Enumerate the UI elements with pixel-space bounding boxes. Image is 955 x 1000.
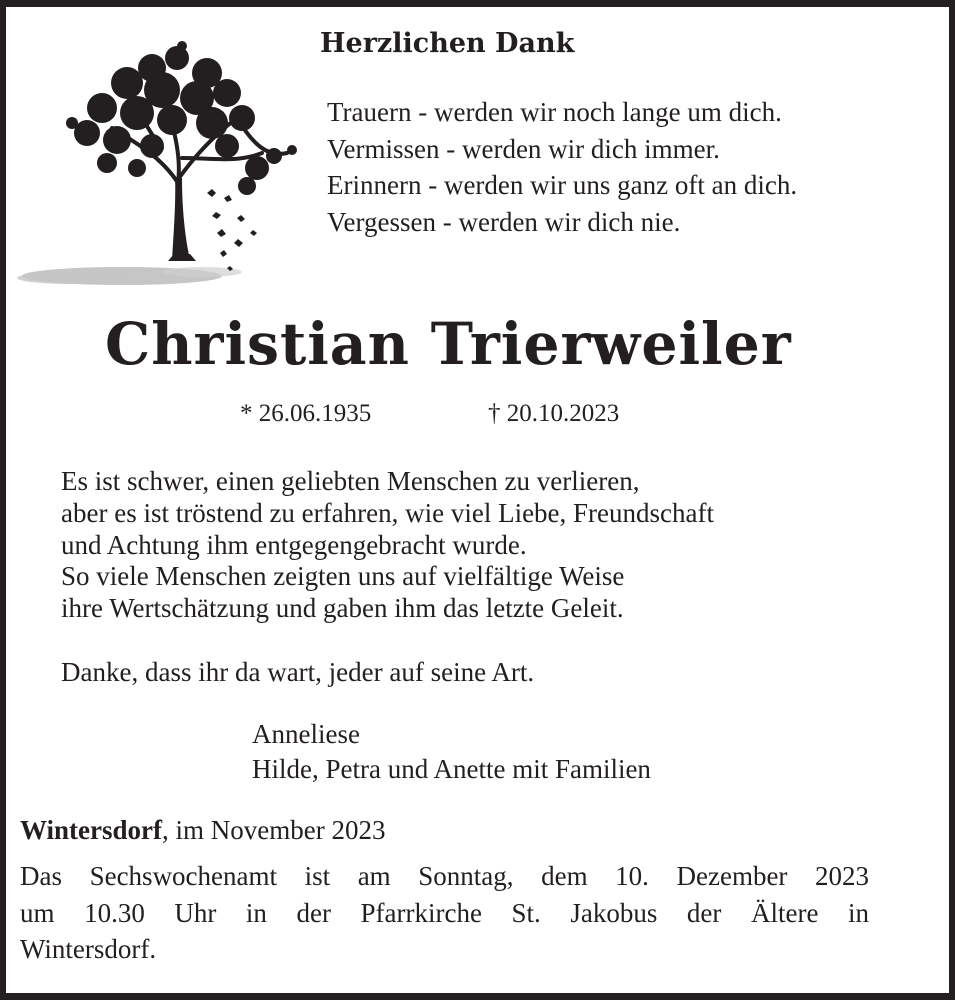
message-line: aber es ist tröstend zu erfahren, wie viel Liebe, Freundschaft [61,497,714,528]
deceased-name: Christian Trierweiler [105,310,792,378]
signer: Anneliese [252,719,360,749]
notice-line: Wintersdorf. [20,934,157,964]
poem-line: Erinnern - werden wir uns ganz oft an dich. [327,170,798,200]
message [61,466,714,625]
poem-line: Vermissen - werden wir dich immer. [327,133,720,164]
notice-line: um 10.30 Uhr in der Pfarrkirche St. Jakobus der Ältere in [20,897,869,928]
death-date: † 20.10.2023 [488,400,620,427]
thanks-line: Danke, dass ihr da wart, jeder auf seine Art. [61,657,535,687]
signer: Hilde, Petra und Anette mit Familien [252,754,651,784]
notice-line: Das Sechswochenamt ist am Sonntag, dem 10. Dezember 2023 [20,861,869,891]
message-line: und Achtung ihm entgegengebracht wurde. [61,529,527,560]
place-town: Wintersdorf [20,815,162,845]
place-and-date [20,815,385,846]
poem [327,94,797,240]
message-line: Es ist schwer, einen geliebten Menschen zu verlieren, [61,466,640,496]
place-date: , im November 2023 [162,815,386,845]
poem-line: Vergessen - werden wir dich nie. [327,206,681,237]
poem-line: Trauern - werden wir noch lange um dich. [327,97,782,127]
signers [252,717,651,787]
tree-with-falling-leaves-icon [12,28,302,294]
heading: Herzlichen Dank [320,28,575,59]
birth-date: * 26.06.1935 [240,400,372,427]
message-line: So viele Menschen zeigten uns auf vielfältige Weise [61,561,625,592]
message-line: ihre Wertschätzung und gaben ihm das letzte Geleit. [61,593,624,624]
service-notice [20,858,869,968]
